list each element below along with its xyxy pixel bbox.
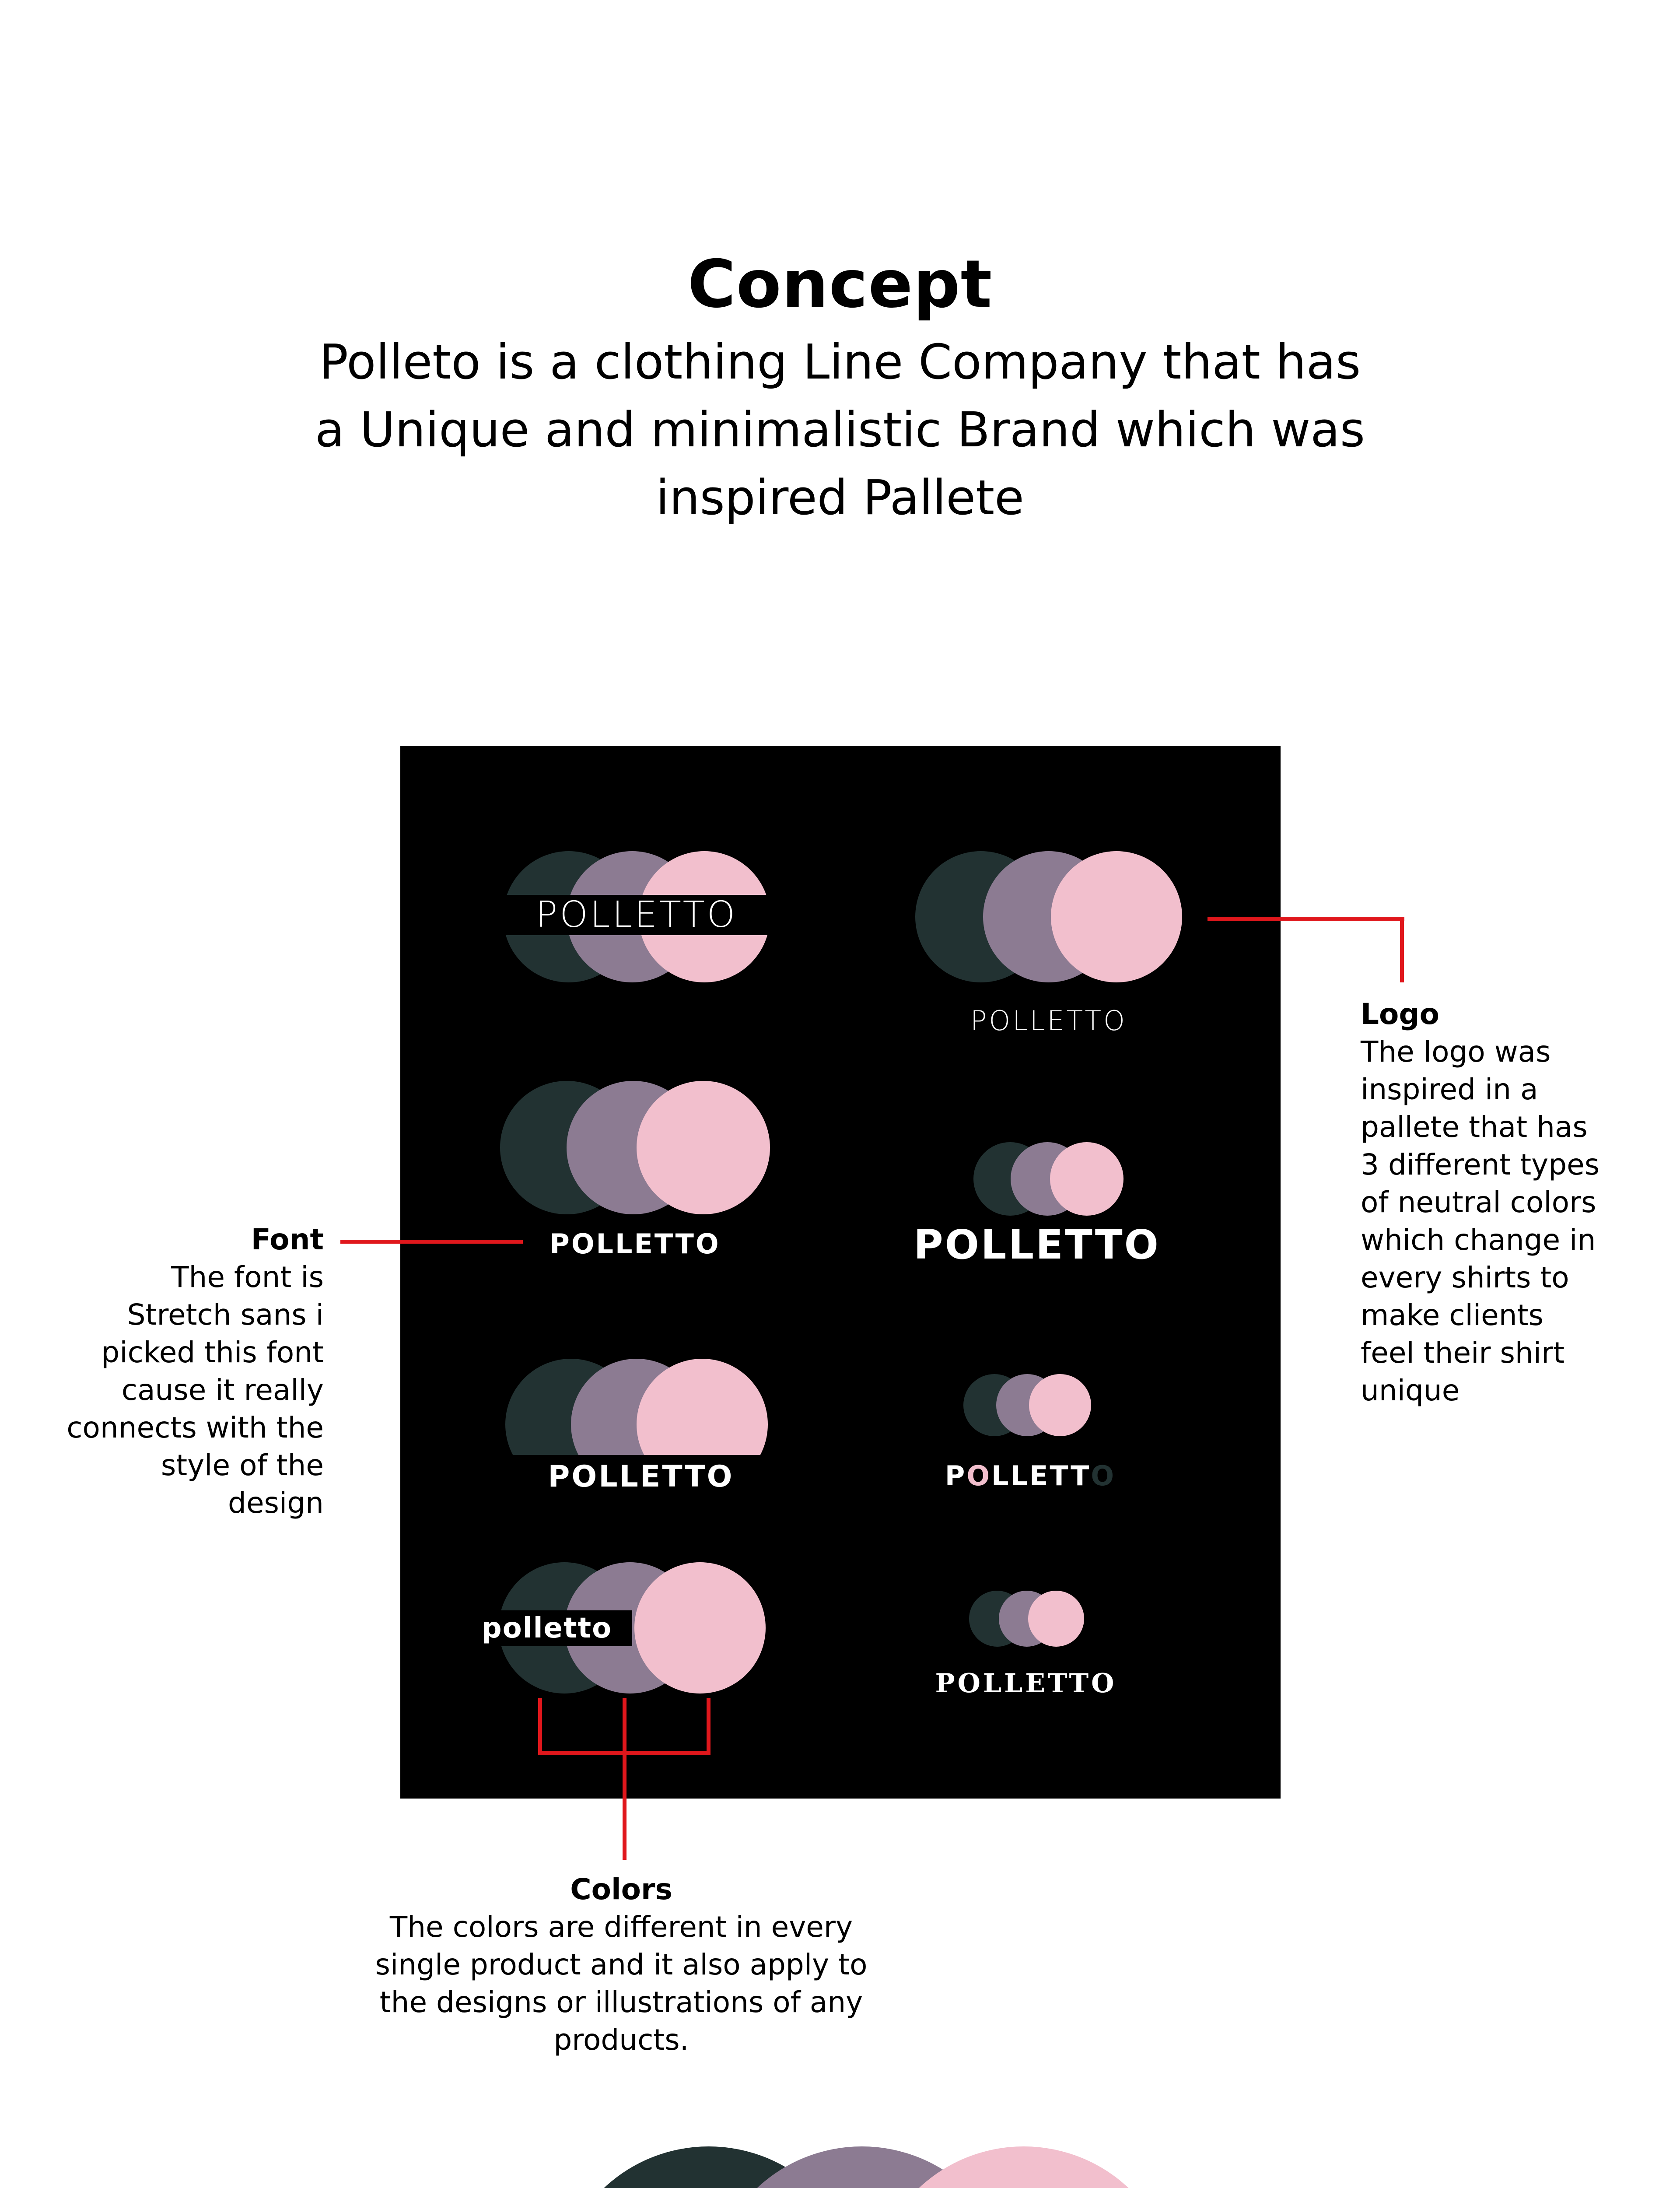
intro-text: is a clothing Line Company that has a Unique and minimalistic Brand which was inspired Pallete bbox=[315, 334, 1365, 526]
colors-heading: Colors bbox=[570, 1872, 672, 1906]
wordmark-dark-o: O bbox=[1091, 1460, 1116, 1492]
colors-bracket-left bbox=[538, 1698, 542, 1755]
logo-connector-h bbox=[1208, 917, 1404, 921]
pink-circle bbox=[637, 1081, 770, 1214]
logo-annotation bbox=[1361, 996, 1606, 1410]
wordmark-pink-o: O bbox=[966, 1460, 992, 1492]
pink-circle bbox=[634, 1562, 766, 1694]
logo-heading: Logo bbox=[1361, 997, 1439, 1031]
pink-circle bbox=[1051, 851, 1182, 982]
concept-intro bbox=[306, 328, 1374, 532]
wordmark: polletto bbox=[481, 1612, 612, 1645]
colors-bracket-right bbox=[707, 1698, 710, 1755]
font-annotation bbox=[61, 1221, 324, 1522]
pink-circle bbox=[1050, 1142, 1124, 1216]
logo-connector-v bbox=[1400, 917, 1404, 982]
pink-circle bbox=[1028, 1591, 1084, 1647]
wordmark: POLLETTO bbox=[935, 1668, 1117, 1699]
wordmark: POLLETTO bbox=[536, 894, 738, 936]
font-heading: Font bbox=[251, 1223, 324, 1256]
wordmark: POLLETTO bbox=[914, 1221, 1160, 1268]
colors-connector bbox=[623, 1755, 626, 1860]
wordmark-prefix: P bbox=[945, 1460, 967, 1492]
colors-description: The colors are different in every single product and it also apply to the designs or illustrations of any products. bbox=[375, 1910, 868, 2057]
brand-name: Polleto bbox=[319, 334, 481, 390]
wordmark bbox=[908, 1459, 1153, 1493]
logo-description: The logo was inspired in a pallete that has 3 different types of neutral colors which change in every shirts to make clients feel their shirt unique bbox=[1361, 1035, 1600, 1407]
pink-circle bbox=[1029, 1374, 1091, 1436]
font-connector bbox=[340, 1240, 523, 1244]
wordmark: POLLETTO bbox=[548, 1459, 734, 1494]
font-description: The font is Stretch sans i picked this font cause it really connects with the style of the design bbox=[66, 1260, 324, 1520]
wordmark: POLLETTO bbox=[970, 1005, 1127, 1037]
colors-annotation bbox=[350, 1871, 892, 2059]
wordmark-middle: LLETT bbox=[991, 1460, 1091, 1492]
wordmark: POLLETTO bbox=[550, 1228, 721, 1260]
colors-bracket-mid bbox=[623, 1698, 626, 1755]
logo-board bbox=[400, 746, 1281, 1799]
page-title: Concept bbox=[687, 246, 993, 323]
